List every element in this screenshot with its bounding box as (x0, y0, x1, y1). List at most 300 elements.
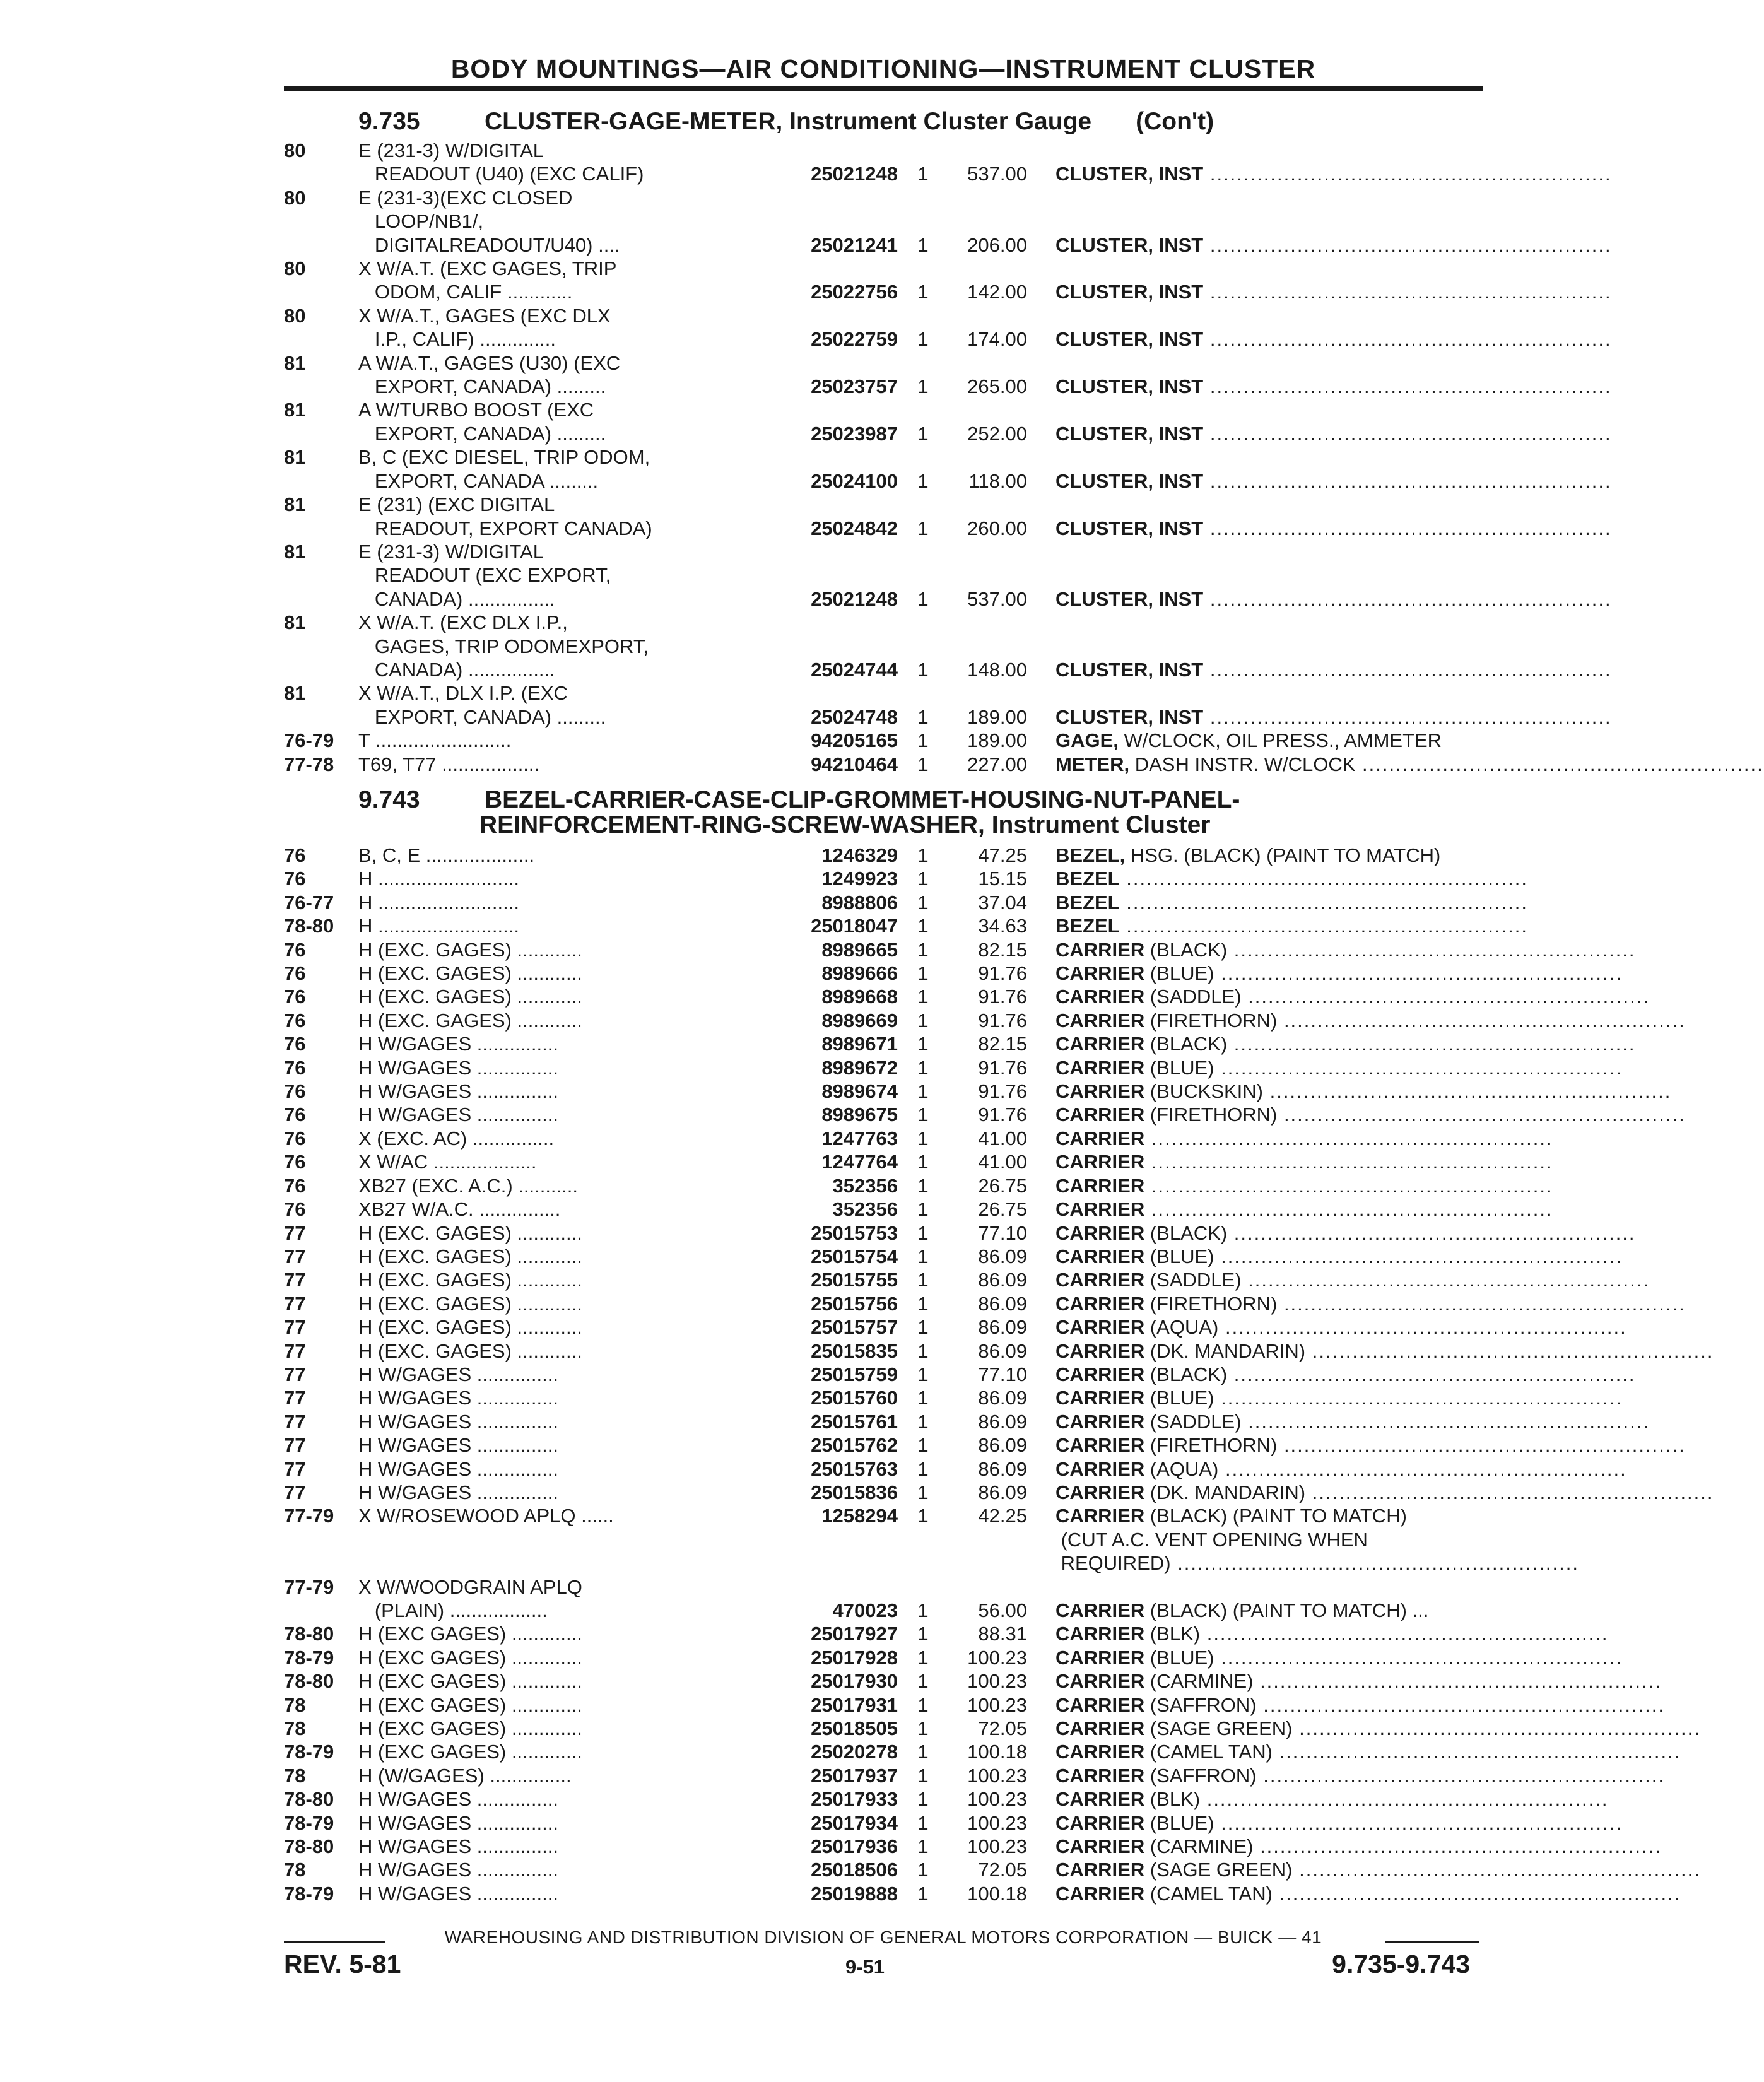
part-name-main: CARRIER (1055, 962, 1145, 985)
price-cell (948, 351, 1027, 375)
table-row (284, 867, 1529, 890)
year-cell: 76 (284, 1151, 306, 1173)
part-name-main: CARRIER (1055, 1410, 1145, 1433)
part-name-main: CARRIER (1055, 1292, 1145, 1315)
leader-dots: ............................................................ (1256, 1693, 1665, 1716)
quantity-cell: 1 (917, 1056, 929, 1079)
table-row (284, 1599, 1483, 1622)
table-row (284, 1669, 1662, 1693)
part-name-cell (1055, 985, 1650, 1008)
table-row (284, 962, 1623, 985)
table-row (284, 1410, 1650, 1433)
leader-dots: ............................................................ (1241, 1410, 1650, 1433)
part-name-main: CARRIER (1055, 1080, 1145, 1103)
leader-dots: ............................................................ (1214, 1811, 1623, 1834)
price-cell: 26.75 (978, 1198, 1027, 1221)
quantity-cell: 1 (917, 1009, 929, 1032)
part-name-cell (1055, 540, 1483, 563)
leader-dots: ............................................................ (1119, 915, 1529, 938)
table-row (284, 1835, 1662, 1858)
part-name-cell (1055, 1504, 1483, 1527)
part-number-cell (768, 186, 898, 209)
usage-cell: H (EXC. GAGES) ............ (358, 1221, 582, 1244)
part-name-detail: DASH INSTR. W/CLOCK (1129, 753, 1356, 775)
part-name-cell (1055, 1835, 1662, 1858)
part-name-cell (1055, 1717, 1701, 1740)
parts-table (284, 844, 1714, 1905)
leader-dots: ............................................................ (1355, 753, 1764, 775)
part-name-cell (1055, 1221, 1636, 1245)
quantity-cell (898, 1575, 948, 1599)
price-cell (948, 611, 1027, 634)
year-cell: 77 (284, 1316, 306, 1339)
year-cell: 77 (284, 1363, 306, 1385)
part-name-detail: (SADDLE) (1144, 1410, 1242, 1433)
part-name-detail: (BLUE) (1144, 1646, 1214, 1669)
usage-cell (358, 1528, 768, 1551)
year-cell (284, 469, 358, 493)
usage-cell: H (EXC GAGES) ............. (358, 1717, 582, 1740)
year-cell: 76-79 (284, 729, 334, 752)
section-9-743 (284, 785, 1714, 1905)
part-name-main: CARRIER (1055, 1505, 1145, 1527)
table-row (284, 1693, 1665, 1717)
part-name-cell (1055, 1009, 1686, 1032)
quantity-cell: 1 (917, 1670, 929, 1693)
usage-cell: ODOM, CALIF ............ (358, 281, 573, 303)
usage-cell: X (EXC. AC) ............... (358, 1127, 555, 1150)
part-name-cell (1055, 493, 1483, 516)
part-number-cell: 25022759 (811, 328, 898, 351)
usage-cell: H (EXC. GAGES) ............ (358, 1009, 582, 1032)
year-cell (284, 233, 358, 257)
usage-cell: H W/GAGES ............... (358, 1811, 558, 1834)
price-cell: 77.10 (978, 1221, 1027, 1244)
quantity-cell: 1 (917, 1316, 929, 1339)
part-name-cell (1055, 1315, 1627, 1339)
year-cell: 77 (284, 1457, 306, 1480)
table-row (284, 1551, 1579, 1575)
usage-cell: READOUT, EXPORT CANADA) (358, 517, 652, 539)
section-title-sub: , Instrument Cluster Gauge (775, 108, 1092, 135)
price-cell (948, 186, 1027, 209)
table-row (284, 1717, 1701, 1740)
part-name-cell (1055, 1386, 1623, 1409)
part-name-detail: (CUT A.C. VENT OPENING WHEN (1055, 1528, 1368, 1551)
section-heading (284, 107, 1483, 136)
part-number-cell: 25018506 (811, 1859, 898, 1881)
usage-cell: H W/GAGES ............... (358, 1363, 558, 1385)
part-name-cell (1055, 1197, 1553, 1221)
price-cell: 100.23 (967, 1835, 1027, 1858)
usage-cell: H (EXC GAGES) ............. (358, 1646, 582, 1669)
part-number-cell: 25015759 (811, 1363, 898, 1385)
part-number-cell (768, 611, 898, 634)
year-cell (284, 375, 358, 398)
leader-dots: ............................................................ (1144, 1151, 1553, 1173)
quantity-cell: 1 (917, 985, 929, 1008)
part-number-cell: 8989675 (821, 1103, 898, 1126)
table-row (284, 729, 1483, 752)
usage-cell: H W/GAGES ............... (358, 1835, 558, 1858)
part-name-cell (1055, 844, 1483, 867)
price-cell: 88.31 (978, 1623, 1027, 1645)
part-name-cell (1055, 891, 1528, 914)
quantity-cell (898, 398, 948, 421)
quantity-cell: 1 (917, 1481, 929, 1503)
price-cell: 260.00 (967, 517, 1027, 539)
leader-dots: ............................................................ (1203, 233, 1612, 256)
quantity-cell: 1 (917, 1811, 929, 1834)
part-name-main: CLUSTER, INST (1055, 705, 1204, 728)
table-row (284, 1504, 1483, 1527)
part-name-main: CARRIER (1055, 1717, 1145, 1740)
table-row (284, 1858, 1701, 1881)
usage-cell: X W/AC ................... (358, 1151, 537, 1173)
price-cell (948, 635, 1027, 658)
year-cell: 77 (284, 1245, 306, 1267)
usage-cell: H W/GAGES ............... (358, 1481, 558, 1503)
leader-dots: ............................................................ (1203, 469, 1612, 492)
usage-cell: H W/GAGES ............... (358, 1033, 558, 1056)
quantity-cell: 1 (917, 233, 929, 256)
price-cell: 15.15 (978, 867, 1027, 890)
price-cell: 100.23 (967, 1811, 1027, 1834)
part-number-cell (768, 493, 898, 516)
part-name-cell (1055, 139, 1483, 162)
table-row (284, 1811, 1623, 1835)
table-row (284, 1150, 1553, 1173)
part-name-detail: (BLACK) (1144, 1221, 1228, 1244)
part-name-cell (1055, 209, 1483, 233)
part-name-cell (1055, 186, 1483, 209)
section-range: 9.735-9.743 (1332, 1950, 1470, 1979)
quantity-cell: 1 (917, 938, 929, 961)
usage-cell: CANADA) ................ (358, 658, 555, 681)
quantity-cell (898, 563, 948, 587)
part-name-cell (1055, 635, 1483, 658)
price-cell: 77.10 (978, 1363, 1027, 1385)
price-cell (948, 398, 1027, 421)
year-cell: 78-80 (284, 1623, 334, 1645)
leader-dots: ............................................................ (1203, 375, 1612, 398)
table-row (284, 1174, 1553, 1197)
usage-cell: E (231-3)(EXC CLOSED (358, 186, 573, 209)
year-cell: 77 (284, 1339, 306, 1362)
part-name-main: CARRIER (1055, 1103, 1145, 1126)
price-cell: 86.09 (978, 1410, 1027, 1433)
year-cell: 76-77 (284, 891, 334, 914)
price-cell: 100.23 (967, 1764, 1027, 1787)
part-number-cell: 25018047 (811, 915, 898, 938)
leader-dots: ............................................................ (1203, 587, 1612, 610)
part-name-cell (1055, 962, 1623, 985)
quantity-cell: 1 (917, 1646, 929, 1669)
part-name-detail: (DK. MANDARIN) (1144, 1339, 1306, 1362)
table-row (284, 445, 1483, 469)
part-name-detail: (BLK) (1144, 1788, 1201, 1811)
table-row (284, 611, 1483, 634)
usage-cell: H .......................... (358, 867, 519, 890)
quantity-cell: 1 (917, 163, 929, 185)
part-name-detail: (BLACK) (1144, 1033, 1228, 1056)
leader-dots: ............................................................ (1203, 517, 1612, 539)
part-name-detail: (CARMINE) (1144, 1835, 1254, 1858)
year-cell: 78 (284, 1693, 306, 1716)
part-name-cell (1055, 1433, 1686, 1457)
price-cell: 86.09 (978, 1292, 1027, 1315)
quantity-cell: 1 (917, 705, 929, 728)
part-name-main: CARRIER (1055, 1764, 1145, 1787)
usage-cell: A W/A.T., GAGES (U30) (EXC (358, 351, 621, 374)
leader-dots: ............................................................ (1214, 1646, 1623, 1669)
table-row (284, 985, 1650, 1008)
year-cell: 77-79 (284, 1505, 334, 1527)
part-name-main: CARRIER (1055, 1387, 1145, 1409)
part-name-main: CLUSTER, INST (1055, 328, 1204, 351)
table-row (284, 1009, 1686, 1032)
usage-cell: EXPORT, CANADA) ......... (358, 705, 606, 728)
part-name-cell (1055, 1245, 1623, 1268)
usage-cell: H W/GAGES ............... (358, 1457, 558, 1480)
year-cell (284, 1551, 358, 1575)
part-name-cell (1055, 304, 1483, 327)
usage-cell: H W/GAGES ............... (358, 1080, 558, 1103)
quantity-cell: 1 (917, 1835, 929, 1858)
table-row (284, 1764, 1665, 1787)
table-row (284, 1103, 1686, 1126)
part-name-detail: (SADDLE) (1144, 1269, 1242, 1291)
part-name-cell (1055, 162, 1612, 185)
quantity-cell: 1 (917, 1410, 929, 1433)
part-name-cell (1055, 867, 1528, 890)
quantity-cell: 1 (917, 1882, 929, 1905)
leader-dots: ............................................................ (1218, 1316, 1627, 1339)
header-rule (284, 86, 1483, 91)
part-name-cell (1055, 422, 1612, 445)
usage-cell: H W/GAGES ............... (358, 1056, 558, 1079)
part-name-detail: (FIRETHORN) (1144, 1434, 1278, 1457)
usage-cell: XB27 W/A.C. ............... (358, 1198, 561, 1221)
year-cell: 80 (284, 139, 306, 162)
part-name-cell (1055, 563, 1483, 587)
usage-cell: X W/A.T. (EXC GAGES, TRIP (358, 257, 617, 280)
part-name-main: CARRIER (1055, 1434, 1145, 1457)
price-cell: 91.76 (978, 962, 1027, 985)
section-title: BEZEL-CARRIER-CASE-CLIP-GROMMET-HOUSING-NUT-PANEL- (485, 786, 1240, 813)
usage-cell: I.P., CALIF) .............. (358, 328, 556, 351)
part-number-cell: 25017937 (811, 1764, 898, 1787)
part-name-main: CARRIER (1055, 1693, 1145, 1716)
year-cell: 78 (284, 1764, 306, 1787)
part-name-detail: (BLACK) (1144, 938, 1228, 961)
year-cell (284, 563, 358, 587)
table-row (284, 587, 1612, 611)
section-title-line2 (479, 811, 1483, 840)
price-cell: 227.00 (967, 753, 1027, 775)
quantity-cell: 1 (917, 753, 929, 775)
part-name-main: CARRIER (1055, 1670, 1145, 1693)
part-name-cell (1055, 1669, 1662, 1693)
part-number-cell: 25015836 (811, 1481, 898, 1503)
price-cell (948, 139, 1027, 162)
part-name-detail: (SADDLE) (1144, 985, 1242, 1008)
table-row (284, 658, 1612, 681)
table-row (284, 375, 1612, 398)
part-name-main: CLUSTER, INST (1055, 233, 1204, 256)
leader-dots: ............................................................ (1241, 1269, 1650, 1291)
part-name-cell (1055, 1481, 1714, 1504)
quantity-cell: 1 (917, 729, 929, 752)
quantity-cell: 1 (917, 915, 929, 938)
year-cell (284, 517, 358, 540)
year-cell: 76 (284, 1127, 306, 1150)
part-name-cell (1055, 517, 1612, 540)
year-cell: 78-79 (284, 1741, 334, 1763)
quantity-cell: 1 (917, 962, 929, 985)
part-number-cell: 25017927 (811, 1623, 898, 1645)
part-name-detail: (SAFFRON) (1144, 1693, 1257, 1716)
leader-dots: ............................................................ (1170, 1552, 1579, 1575)
leader-dots: ............................................................ (1214, 962, 1623, 985)
quantity-cell: 1 (917, 1457, 929, 1480)
leader-dots: ............................................................ (1203, 328, 1612, 351)
year-cell: 77 (284, 1434, 306, 1457)
part-name-detail: (AQUA) (1144, 1457, 1219, 1480)
price-cell: 100.18 (967, 1882, 1027, 1905)
part-number-cell: 25024744 (811, 658, 898, 681)
part-number-cell: 8989674 (821, 1080, 898, 1103)
part-number-cell (768, 563, 898, 587)
table-row (284, 1386, 1623, 1409)
price-cell: 100.23 (967, 1693, 1027, 1716)
price-cell: 537.00 (967, 587, 1027, 610)
part-name-cell (1055, 705, 1612, 729)
part-name-main: CLUSTER, INST (1055, 587, 1204, 610)
quantity-cell: 1 (917, 1269, 929, 1291)
part-name-detail: W/CLOCK, OIL PRESS., AMMETER (1118, 729, 1442, 752)
part-name-detail: (BLUE) (1144, 1245, 1214, 1267)
part-name-main: CARRIER (1055, 938, 1145, 961)
part-number-cell (768, 398, 898, 421)
table-row (284, 1646, 1623, 1669)
part-name-cell (1055, 1740, 1681, 1763)
part-name-main: CARRIER (1055, 1127, 1145, 1150)
price-cell: 82.15 (978, 1033, 1027, 1056)
price-cell: 537.00 (967, 163, 1027, 185)
part-name-cell (1055, 681, 1483, 705)
parts-table (284, 139, 1764, 776)
table-row (284, 1882, 1681, 1905)
year-cell (284, 587, 358, 611)
leader-dots: ............................................................ (1144, 1127, 1553, 1150)
usage-cell: H (EXC. GAGES) ............ (358, 1245, 582, 1267)
price-cell: 86.09 (978, 1316, 1027, 1339)
quantity-cell: 1 (917, 1693, 929, 1716)
price-cell: 86.09 (978, 1457, 1027, 1480)
part-number-cell: 25017934 (811, 1811, 898, 1834)
year-cell: 77 (284, 1221, 306, 1244)
part-name-detail: (FIRETHORN) (1144, 1009, 1278, 1032)
price-cell: 100.23 (967, 1788, 1027, 1811)
price-cell: 86.09 (978, 1245, 1027, 1267)
leader-dots: ............................................................ (1218, 1457, 1627, 1480)
part-name-cell (1055, 753, 1764, 776)
part-name-cell (1055, 1457, 1627, 1481)
part-number-cell: 25015835 (811, 1339, 898, 1362)
price-cell (948, 257, 1027, 280)
table-row (284, 162, 1612, 185)
usage-cell: E (231) (EXC DIGITAL (358, 493, 555, 516)
part-name-cell (1055, 398, 1483, 421)
quantity-cell (898, 540, 948, 563)
section-heading-line2 (284, 811, 1483, 840)
leader-dots: ............................................................ (1305, 1339, 1714, 1362)
part-number-cell (768, 1528, 898, 1551)
quantity-cell (898, 257, 948, 280)
table-row (284, 280, 1612, 303)
table-row (284, 304, 1483, 327)
section-title-sub: , Instrument Cluster (978, 811, 1211, 838)
part-name-cell (1055, 351, 1483, 375)
price-cell: 26.75 (978, 1174, 1027, 1197)
leader-dots: ............................................................ (1292, 1859, 1701, 1881)
table-row (284, 1056, 1623, 1079)
part-name-cell (1055, 233, 1612, 257)
price-cell: 100.18 (967, 1741, 1027, 1763)
part-number-cell: 25021248 (811, 163, 898, 185)
table-row (284, 1787, 1609, 1811)
quantity-cell: 1 (917, 1363, 929, 1385)
year-cell: 77-79 (284, 1575, 334, 1598)
price-cell (948, 540, 1027, 563)
part-name-detail: (BLUE) (1144, 1387, 1214, 1409)
table-row (284, 422, 1612, 445)
year-cell: 81 (284, 399, 306, 421)
part-name-main: CARRIER (1055, 1646, 1145, 1669)
table-row (284, 1292, 1686, 1315)
leader-dots: ............................................................ (1214, 1387, 1623, 1409)
part-number-cell (768, 540, 898, 563)
part-number-cell: 352356 (832, 1174, 898, 1197)
quantity-cell: 1 (917, 587, 929, 610)
table-row (284, 1221, 1636, 1245)
year-cell: 76 (284, 962, 306, 985)
quantity-cell: 1 (917, 1174, 929, 1197)
usage-cell: H (EXC. GAGES) ............ (358, 1292, 582, 1315)
price-cell: 41.00 (978, 1127, 1027, 1150)
quantity-cell (898, 186, 948, 209)
part-name-detail: (BLACK) (1144, 1363, 1228, 1385)
quantity-cell: 1 (917, 1623, 929, 1645)
usage-cell: B, C, E .................... (358, 844, 535, 866)
section-title (485, 107, 1483, 136)
section-number: 9.735 (358, 108, 420, 135)
usage-cell: (PLAIN) .................. (358, 1599, 548, 1621)
year-cell: 78-79 (284, 1882, 334, 1905)
part-name-cell (1055, 1363, 1636, 1386)
part-number-cell: 25017933 (811, 1788, 898, 1811)
year-cell (284, 705, 358, 729)
part-name-detail: (DK. MANDARIN) (1144, 1481, 1306, 1503)
year-cell: 78-80 (284, 1788, 334, 1811)
part-name-main: CARRIER (1055, 1174, 1145, 1197)
part-name-detail: (CARMINE) (1144, 1670, 1254, 1693)
part-name-main: CARRIER (1055, 1811, 1145, 1834)
leader-dots: ............................................................ (1203, 422, 1612, 445)
part-name-main: CARRIER (1055, 1245, 1145, 1267)
part-number-cell (768, 681, 898, 705)
